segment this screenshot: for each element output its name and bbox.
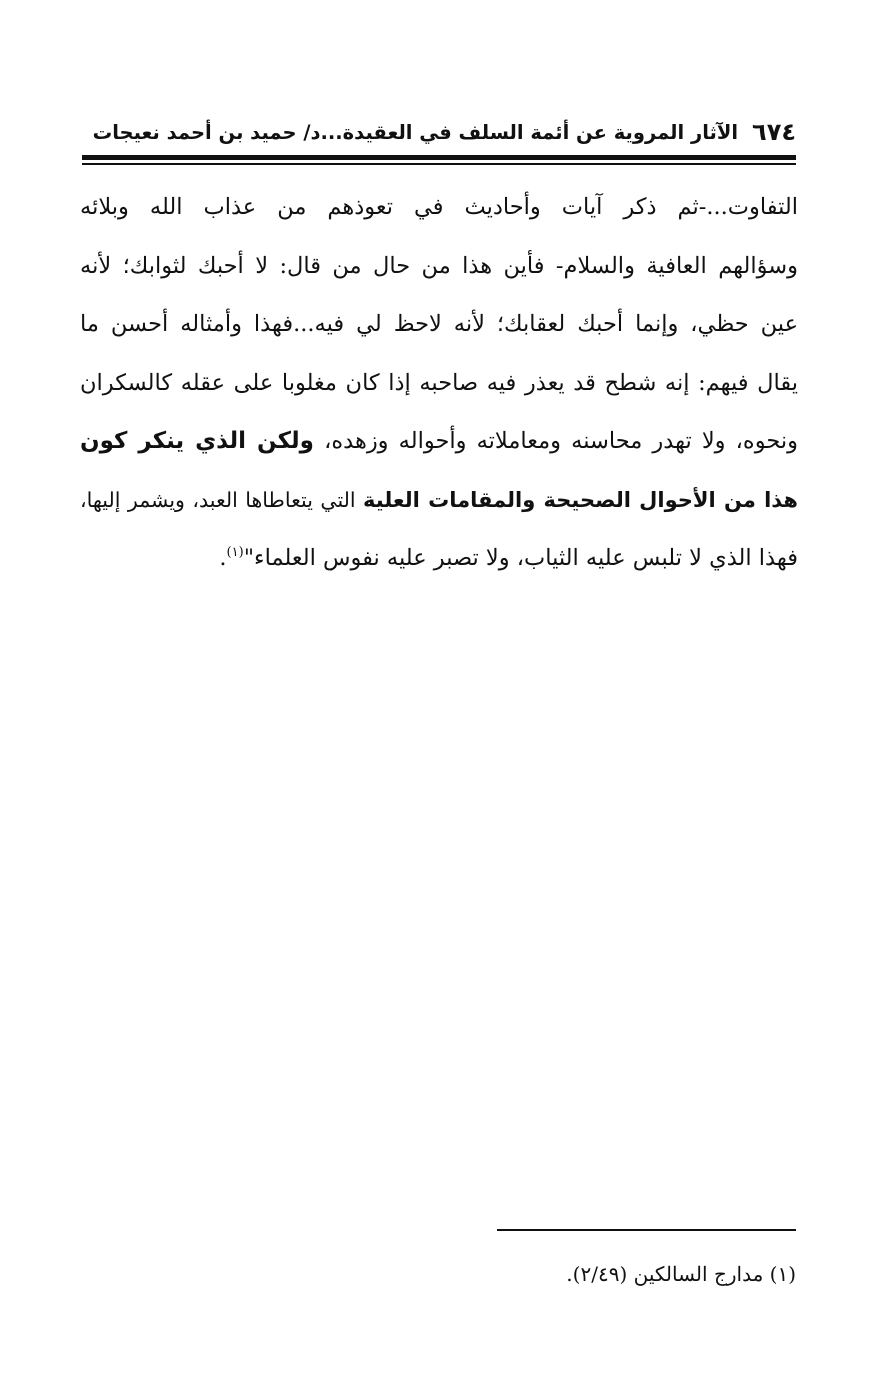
text-line: [80, 295, 798, 354]
text-segment: عين حظي، وإنما أحبك لعقابك؛ لأنه لاحظ لي فيه...فهذا وأمثاله أحسن ما: [80, 311, 798, 337]
footnote-marker: (١): [226, 545, 244, 560]
body-text: [80, 178, 798, 588]
text-line: [80, 354, 798, 413]
text-line: [80, 529, 798, 588]
text-line: [80, 178, 798, 237]
text-line: [80, 237, 798, 296]
text-line: [80, 471, 798, 530]
running-title: الآثار المروية عن أئمة السلف في العقيدة...د/ حميد بن أحمد نعيجات: [92, 120, 739, 144]
text-segment: .: [219, 545, 227, 571]
text-segment: ونحوه، ولا تهدر محاسنه ومعاملاته وأحواله وزهده،: [313, 428, 798, 454]
bold-text-segment: هذا من الأحوال الصحيحة والمقامات العلية: [363, 487, 798, 512]
header-rule-thin: [82, 163, 796, 165]
footnote: (١) مدارج السالكين (٢/٤٩).: [566, 1262, 796, 1286]
running-header: [82, 112, 796, 152]
text-segment: التفاوت...-ثم ذكر آيات وأحاديث في تعوذهم من عذاب الله وبلائه: [80, 194, 798, 220]
text-segment: يقال فيهم: إنه شطح قد يعذر فيه صاحبه إذا كان مغلوبا على عقله كالسكران: [80, 369, 798, 396]
text-segment: التي يتعاطاها العبد، ويشمر إليها،: [80, 487, 364, 512]
text-segment: فهذا الذي لا تلبس عليه الثياب، ولا تصبر عليه نفوس العلماء": [243, 545, 798, 571]
bold-text-segment: ولكن الذي ينكر كون: [80, 428, 314, 454]
text-segment: وسؤالهم العافية والسلام- فأين هذا من حال من قال: لا أحبك لثوابك؛ لأنه: [80, 252, 798, 279]
text-line: [80, 412, 798, 471]
header-rule-thick: [82, 155, 796, 160]
page-number: ٦٧٤: [752, 118, 796, 146]
footnote-separator: [497, 1229, 796, 1231]
